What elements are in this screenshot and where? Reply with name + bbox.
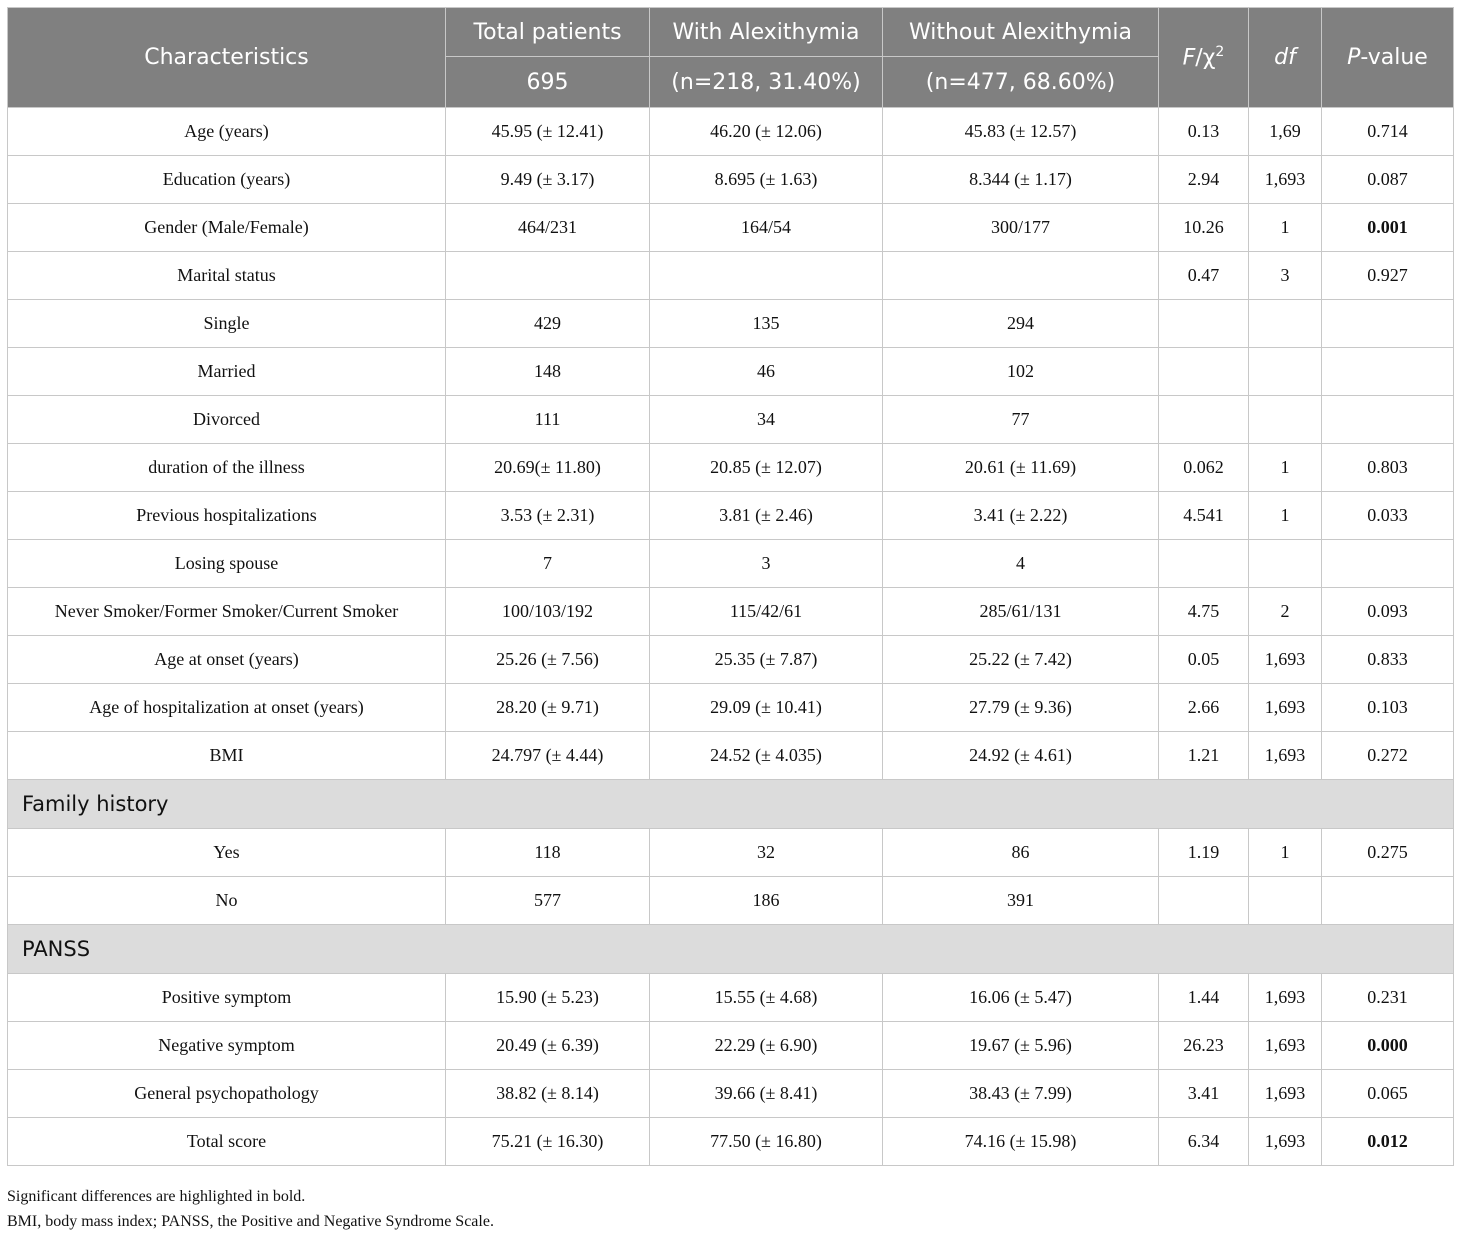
cell-without: 45.83 (± 12.57) — [883, 108, 1159, 156]
cell-p-value — [1322, 396, 1454, 444]
header-total-label: Total patients — [446, 8, 650, 57]
cell-characteristic: Gender (Male/Female) — [8, 204, 446, 252]
cell-df — [1249, 540, 1322, 588]
cell-df: 1,693 — [1249, 1070, 1322, 1118]
cell-statistic: 0.13 — [1159, 108, 1249, 156]
table-row — [8, 300, 1454, 348]
cell-characteristic: No — [8, 877, 446, 925]
section-row — [8, 780, 1454, 829]
cell-with: 186 — [650, 877, 883, 925]
cell-p-value: 0.093 — [1322, 588, 1454, 636]
note-abbreviations: BMI, body mass index; PANSS, the Positive and Negative Syndrome Scale. — [7, 1213, 494, 1230]
table-notes — [7, 1184, 494, 1234]
cell-p-value: 0.927 — [1322, 252, 1454, 300]
cell-total: 45.95 (± 12.41) — [446, 108, 650, 156]
cell-with: 15.55 (± 4.68) — [650, 974, 883, 1022]
header-p-value — [1322, 8, 1454, 108]
cell-characteristic: Single — [8, 300, 446, 348]
cell-statistic: 4.541 — [1159, 492, 1249, 540]
section-heading: PANSS — [8, 925, 1454, 974]
cell-statistic: 2.94 — [1159, 156, 1249, 204]
cell-with: 8.695 (± 1.63) — [650, 156, 883, 204]
cell-with: 32 — [650, 829, 883, 877]
cell-total: 9.49 (± 3.17) — [446, 156, 650, 204]
cell-total: 3.53 (± 2.31) — [446, 492, 650, 540]
cell-statistic: 26.23 — [1159, 1022, 1249, 1070]
cell-without — [883, 252, 1159, 300]
cell-characteristic: Age at onset (years) — [8, 636, 446, 684]
table-row — [8, 348, 1454, 396]
cell-with: 164/54 — [650, 204, 883, 252]
table-row — [8, 1070, 1454, 1118]
cell-without: 102 — [883, 348, 1159, 396]
cell-statistic: 0.062 — [1159, 444, 1249, 492]
cell-p-value: 0.012 — [1322, 1118, 1454, 1166]
table-row — [8, 636, 1454, 684]
cell-without: 391 — [883, 877, 1159, 925]
section-heading: Family history — [8, 780, 1454, 829]
cell-characteristic: BMI — [8, 732, 446, 780]
header-p: P — [1347, 45, 1361, 70]
header-without-n: (n=477, 68.60%) — [883, 57, 1159, 108]
cell-p-value — [1322, 348, 1454, 396]
cell-statistic: 0.47 — [1159, 252, 1249, 300]
cell-without: 285/61/131 — [883, 588, 1159, 636]
cell-with: 24.52 (± 4.035) — [650, 732, 883, 780]
cell-df — [1249, 300, 1322, 348]
cell-p-value: 0.103 — [1322, 684, 1454, 732]
cell-p-value: 0.803 — [1322, 444, 1454, 492]
cell-total — [446, 252, 650, 300]
cell-without: 20.61 (± 11.69) — [883, 444, 1159, 492]
table-row — [8, 108, 1454, 156]
header-statistic — [1159, 8, 1249, 108]
cell-df: 1,693 — [1249, 636, 1322, 684]
table-row — [8, 588, 1454, 636]
note-significance: Significant differences are highlighted in bold. — [7, 1188, 306, 1205]
header-p-rest: -value — [1360, 45, 1428, 70]
cell-p-value: 0.033 — [1322, 492, 1454, 540]
cell-characteristic: Divorced — [8, 396, 446, 444]
characteristics-table — [7, 7, 1454, 1166]
cell-with: 39.66 (± 8.41) — [650, 1070, 883, 1118]
cell-p-value — [1322, 540, 1454, 588]
table-row — [8, 156, 1454, 204]
cell-df: 1,69 — [1249, 108, 1322, 156]
cell-characteristic: Married — [8, 348, 446, 396]
cell-statistic: 4.75 — [1159, 588, 1249, 636]
cell-total: 100/103/192 — [446, 588, 650, 636]
cell-characteristic: Total score — [8, 1118, 446, 1166]
cell-with: 25.35 (± 7.87) — [650, 636, 883, 684]
table-row — [8, 974, 1454, 1022]
cell-statistic: 1.21 — [1159, 732, 1249, 780]
cell-df: 1 — [1249, 492, 1322, 540]
cell-with: 46.20 (± 12.06) — [650, 108, 883, 156]
cell-characteristic: Marital status — [8, 252, 446, 300]
cell-p-value: 0.275 — [1322, 829, 1454, 877]
cell-total: 464/231 — [446, 204, 650, 252]
cell-total: 20.69(± 11.80) — [446, 444, 650, 492]
cell-without: 74.16 (± 15.98) — [883, 1118, 1159, 1166]
table-row — [8, 877, 1454, 925]
cell-characteristic: Negative symptom — [8, 1022, 446, 1070]
cell-p-value: 0.272 — [1322, 732, 1454, 780]
cell-df — [1249, 877, 1322, 925]
table-row — [8, 540, 1454, 588]
cell-without: 8.344 (± 1.17) — [883, 156, 1159, 204]
cell-df: 1,693 — [1249, 156, 1322, 204]
cell-p-value — [1322, 300, 1454, 348]
cell-df: 1 — [1249, 829, 1322, 877]
cell-statistic — [1159, 877, 1249, 925]
cell-with: 29.09 (± 10.41) — [650, 684, 883, 732]
cell-df: 2 — [1249, 588, 1322, 636]
table-row — [8, 732, 1454, 780]
cell-p-value: 0.065 — [1322, 1070, 1454, 1118]
cell-characteristic: Education (years) — [8, 156, 446, 204]
cell-total: 148 — [446, 348, 650, 396]
table-row — [8, 1022, 1454, 1070]
cell-df: 1 — [1249, 444, 1322, 492]
cell-with: 3 — [650, 540, 883, 588]
cell-with: 115/42/61 — [650, 588, 883, 636]
cell-total: 429 — [446, 300, 650, 348]
cell-without: 19.67 (± 5.96) — [883, 1022, 1159, 1070]
cell-without: 27.79 (± 9.36) — [883, 684, 1159, 732]
cell-without: 294 — [883, 300, 1159, 348]
header-stat-sup: 2 — [1215, 44, 1225, 61]
cell-statistic — [1159, 396, 1249, 444]
cell-characteristic: duration of the illness — [8, 444, 446, 492]
cell-characteristic: Losing spouse — [8, 540, 446, 588]
cell-total: 577 — [446, 877, 650, 925]
cell-characteristic: Previous hospitalizations — [8, 492, 446, 540]
header-with-n: (n=218, 31.40%) — [650, 57, 883, 108]
cell-statistic — [1159, 300, 1249, 348]
cell-p-value: 0.231 — [1322, 974, 1454, 1022]
cell-p-value: 0.833 — [1322, 636, 1454, 684]
cell-statistic: 1.19 — [1159, 829, 1249, 877]
cell-statistic: 2.66 — [1159, 684, 1249, 732]
header-stat-chi: /χ — [1195, 45, 1216, 71]
header-characteristics: Characteristics — [8, 8, 446, 108]
cell-with: 22.29 (± 6.90) — [650, 1022, 883, 1070]
cell-statistic: 3.41 — [1159, 1070, 1249, 1118]
cell-df: 1 — [1249, 204, 1322, 252]
table-row — [8, 252, 1454, 300]
cell-total: 7 — [446, 540, 650, 588]
cell-characteristic: Positive symptom — [8, 974, 446, 1022]
cell-p-value: 0.000 — [1322, 1022, 1454, 1070]
header-with-label: With Alexithymia — [650, 8, 883, 57]
cell-total: 38.82 (± 8.14) — [446, 1070, 650, 1118]
cell-total: 25.26 (± 7.56) — [446, 636, 650, 684]
cell-total: 24.797 (± 4.44) — [446, 732, 650, 780]
table-row — [8, 396, 1454, 444]
section-row — [8, 925, 1454, 974]
cell-without: 25.22 (± 7.42) — [883, 636, 1159, 684]
cell-with: 46 — [650, 348, 883, 396]
cell-df: 1,693 — [1249, 684, 1322, 732]
cell-df: 1,693 — [1249, 732, 1322, 780]
table-body — [8, 108, 1454, 1166]
cell-characteristic: Age of hospitalization at onset (years) — [8, 684, 446, 732]
cell-df — [1249, 348, 1322, 396]
cell-characteristic: General psychopathology — [8, 1070, 446, 1118]
cell-characteristic: Yes — [8, 829, 446, 877]
header-total-n: 695 — [446, 57, 650, 108]
table-row — [8, 684, 1454, 732]
cell-with — [650, 252, 883, 300]
cell-total: 15.90 (± 5.23) — [446, 974, 650, 1022]
header-without-label: Without Alexithymia — [883, 8, 1159, 57]
cell-without: 24.92 (± 4.61) — [883, 732, 1159, 780]
cell-without: 16.06 (± 5.47) — [883, 974, 1159, 1022]
cell-with: 135 — [650, 300, 883, 348]
cell-statistic — [1159, 348, 1249, 396]
header-stat-f: F — [1182, 45, 1196, 71]
cell-without: 300/177 — [883, 204, 1159, 252]
cell-with: 3.81 (± 2.46) — [650, 492, 883, 540]
cell-df: 1,693 — [1249, 1118, 1322, 1166]
cell-statistic — [1159, 540, 1249, 588]
cell-p-value: 0.714 — [1322, 108, 1454, 156]
cell-with: 20.85 (± 12.07) — [650, 444, 883, 492]
cell-total: 20.49 (± 6.39) — [446, 1022, 650, 1070]
cell-p-value — [1322, 877, 1454, 925]
cell-statistic: 6.34 — [1159, 1118, 1249, 1166]
cell-statistic: 1.44 — [1159, 974, 1249, 1022]
table-row — [8, 492, 1454, 540]
cell-total: 75.21 (± 16.30) — [446, 1118, 650, 1166]
cell-without: 38.43 (± 7.99) — [883, 1070, 1159, 1118]
cell-characteristic: Age (years) — [8, 108, 446, 156]
cell-total: 28.20 (± 9.71) — [446, 684, 650, 732]
cell-p-value: 0.087 — [1322, 156, 1454, 204]
cell-df — [1249, 396, 1322, 444]
cell-without: 4 — [883, 540, 1159, 588]
cell-statistic: 0.05 — [1159, 636, 1249, 684]
cell-without: 3.41 (± 2.22) — [883, 492, 1159, 540]
cell-without: 77 — [883, 396, 1159, 444]
cell-p-value: 0.001 — [1322, 204, 1454, 252]
table-row — [8, 829, 1454, 877]
cell-without: 86 — [883, 829, 1159, 877]
table-row — [8, 1118, 1454, 1166]
cell-total: 118 — [446, 829, 650, 877]
table-row — [8, 444, 1454, 492]
header-df: df — [1249, 8, 1322, 108]
cell-with: 34 — [650, 396, 883, 444]
cell-df: 1,693 — [1249, 1022, 1322, 1070]
cell-characteristic: Never Smoker/Former Smoker/Current Smoker — [8, 588, 446, 636]
cell-with: 77.50 (± 16.80) — [650, 1118, 883, 1166]
table-row — [8, 204, 1454, 252]
cell-statistic: 10.26 — [1159, 204, 1249, 252]
cell-df: 3 — [1249, 252, 1322, 300]
cell-total: 111 — [446, 396, 650, 444]
cell-df: 1,693 — [1249, 974, 1322, 1022]
